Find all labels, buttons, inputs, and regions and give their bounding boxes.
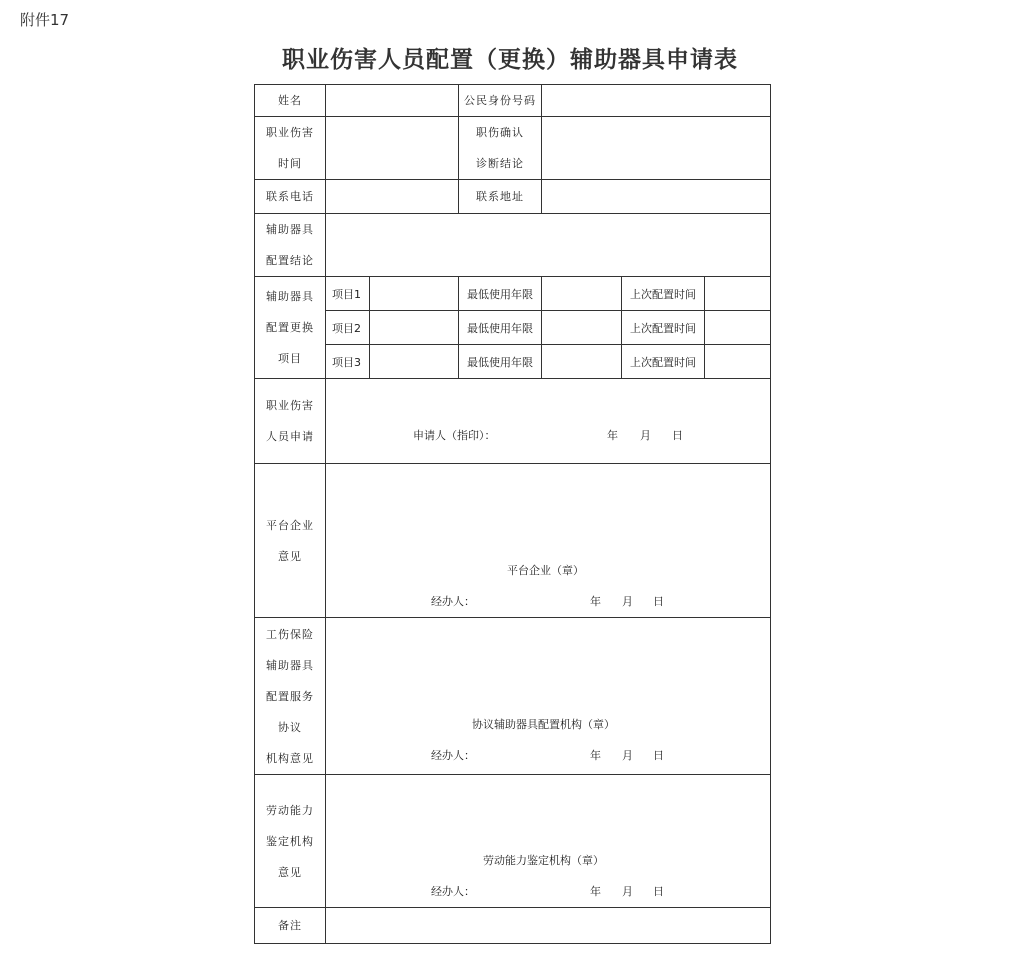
agency-opinion-field[interactable]: [326, 618, 771, 775]
injury-time-label-line2: 时间: [278, 157, 302, 170]
row-injury: [255, 117, 771, 180]
id-number-field[interactable]: [542, 85, 771, 117]
id-number-label: 公民身份号码: [459, 85, 542, 117]
agency-label-line1: 工伤保险: [266, 627, 314, 641]
diagnosis-field[interactable]: [542, 117, 771, 180]
item-3-min-life-label: 最低使用年限: [459, 345, 542, 379]
diagnosis-label-line1: 职伤确认: [476, 126, 524, 139]
row-agency: [255, 618, 771, 775]
platform-label-line1: 平台企业: [266, 518, 314, 532]
remarks-label: 备注: [255, 908, 326, 944]
item-2-min-life-label: 最低使用年限: [459, 311, 542, 345]
items-label-line2: 配置更换: [266, 321, 314, 334]
platform-opinion-field[interactable]: [326, 464, 771, 618]
item-row-2: [255, 311, 771, 345]
row-applicant: [255, 379, 771, 464]
items-section-label: [255, 277, 326, 379]
address-field[interactable]: [542, 180, 771, 214]
item-row-3: [255, 345, 771, 379]
platform-label-line2: 意见: [278, 549, 302, 563]
phone-field[interactable]: [326, 180, 459, 214]
item-3-min-life-field[interactable]: [542, 345, 622, 379]
item-1-field[interactable]: [370, 277, 459, 311]
labor-handler-label: 经办人：: [431, 885, 475, 898]
conclusion-field[interactable]: [326, 214, 771, 277]
item-3-last-time-label: 上次配置时间: [622, 345, 705, 379]
applicant-sign-label: 申请人（指印）：: [413, 429, 496, 442]
row-labor: [255, 775, 771, 908]
application-form-table: [254, 84, 771, 944]
labor-day: 日: [653, 885, 664, 898]
labor-label: [255, 775, 326, 908]
item-1-last-time-field[interactable]: [705, 277, 771, 311]
applicant-label-line1: 职业伤害: [266, 399, 314, 412]
conclusion-label-line1: 辅助器具: [266, 223, 314, 236]
agency-label-line4: 协议: [278, 720, 302, 734]
agency-seal: 协议辅助器具配置机构（章）: [472, 718, 615, 731]
item-1-min-life-label: 最低使用年限: [459, 277, 542, 311]
items-label-line3: 项目: [278, 352, 302, 365]
injury-time-field[interactable]: [326, 117, 459, 180]
row-conclusion: [255, 214, 771, 277]
labor-year: 年: [590, 885, 601, 898]
row-platform: [255, 464, 771, 618]
row-contact: [255, 180, 771, 214]
agency-label: [255, 618, 326, 775]
applicant-label-line2: 人员申请: [266, 430, 314, 443]
platform-handler-label: 经办人：: [431, 595, 475, 608]
item-2-last-time-label: 上次配置时间: [622, 311, 705, 345]
platform-label: [255, 464, 326, 618]
item-2-field[interactable]: [370, 311, 459, 345]
injury-time-label-line1: 职业伤害: [266, 126, 314, 139]
items-label-line1: 辅助器具: [266, 290, 314, 303]
labor-opinion-field[interactable]: [326, 775, 771, 908]
applicant-year: 年: [607, 429, 618, 442]
item-1-min-life-field[interactable]: [542, 277, 622, 311]
injury-time-label: [255, 117, 326, 180]
item-2-min-life-field[interactable]: [542, 311, 622, 345]
item-3-last-time-field[interactable]: [705, 345, 771, 379]
agency-day: 日: [653, 749, 664, 762]
agency-label-line2: 辅助器具: [266, 658, 314, 672]
item-row-1: [255, 277, 771, 311]
platform-seal: 平台企业（章）: [507, 564, 584, 577]
labor-label-line1: 劳动能力: [266, 803, 314, 817]
item-3-field[interactable]: [370, 345, 459, 379]
remarks-field[interactable]: [326, 908, 771, 944]
agency-month: 月: [622, 749, 633, 762]
diagnosis-label: [459, 117, 542, 180]
labor-label-line3: 意见: [278, 865, 302, 879]
applicant-month: 月: [640, 429, 651, 442]
item-2-label: 项目2: [326, 311, 370, 345]
applicant-label: [255, 379, 326, 464]
agency-label-line3: 配置服务: [266, 689, 314, 703]
attachment-number: 附件17: [20, 11, 70, 29]
name-field[interactable]: [326, 85, 459, 117]
labor-month: 月: [622, 885, 633, 898]
agency-handler-label: 经办人：: [431, 749, 475, 762]
row-remarks: [255, 908, 771, 944]
platform-month: 月: [622, 595, 633, 608]
agency-label-line5: 机构意见: [266, 751, 314, 765]
form-title: 职业伤害人员配置（更换）辅助器具申请表: [282, 46, 738, 73]
row-name: [255, 85, 771, 117]
platform-year: 年: [590, 595, 601, 608]
applicant-day: 日: [672, 429, 683, 442]
item-1-last-time-label: 上次配置时间: [622, 277, 705, 311]
labor-label-line2: 鉴定机构: [266, 834, 314, 848]
diagnosis-label-line2: 诊断结论: [476, 157, 524, 170]
item-2-last-time-field[interactable]: [705, 311, 771, 345]
phone-label: 联系电话: [255, 180, 326, 214]
platform-day: 日: [653, 595, 664, 608]
item-1-label: 项目1: [326, 277, 370, 311]
address-label: 联系地址: [459, 180, 542, 214]
conclusion-label: [255, 214, 326, 277]
labor-seal: 劳动能力鉴定机构（章）: [483, 854, 604, 867]
item-3-label: 项目3: [326, 345, 370, 379]
agency-year: 年: [590, 749, 601, 762]
name-label: 姓名: [255, 85, 326, 117]
conclusion-label-line2: 配置结论: [266, 254, 314, 267]
applicant-field[interactable]: [326, 379, 771, 464]
